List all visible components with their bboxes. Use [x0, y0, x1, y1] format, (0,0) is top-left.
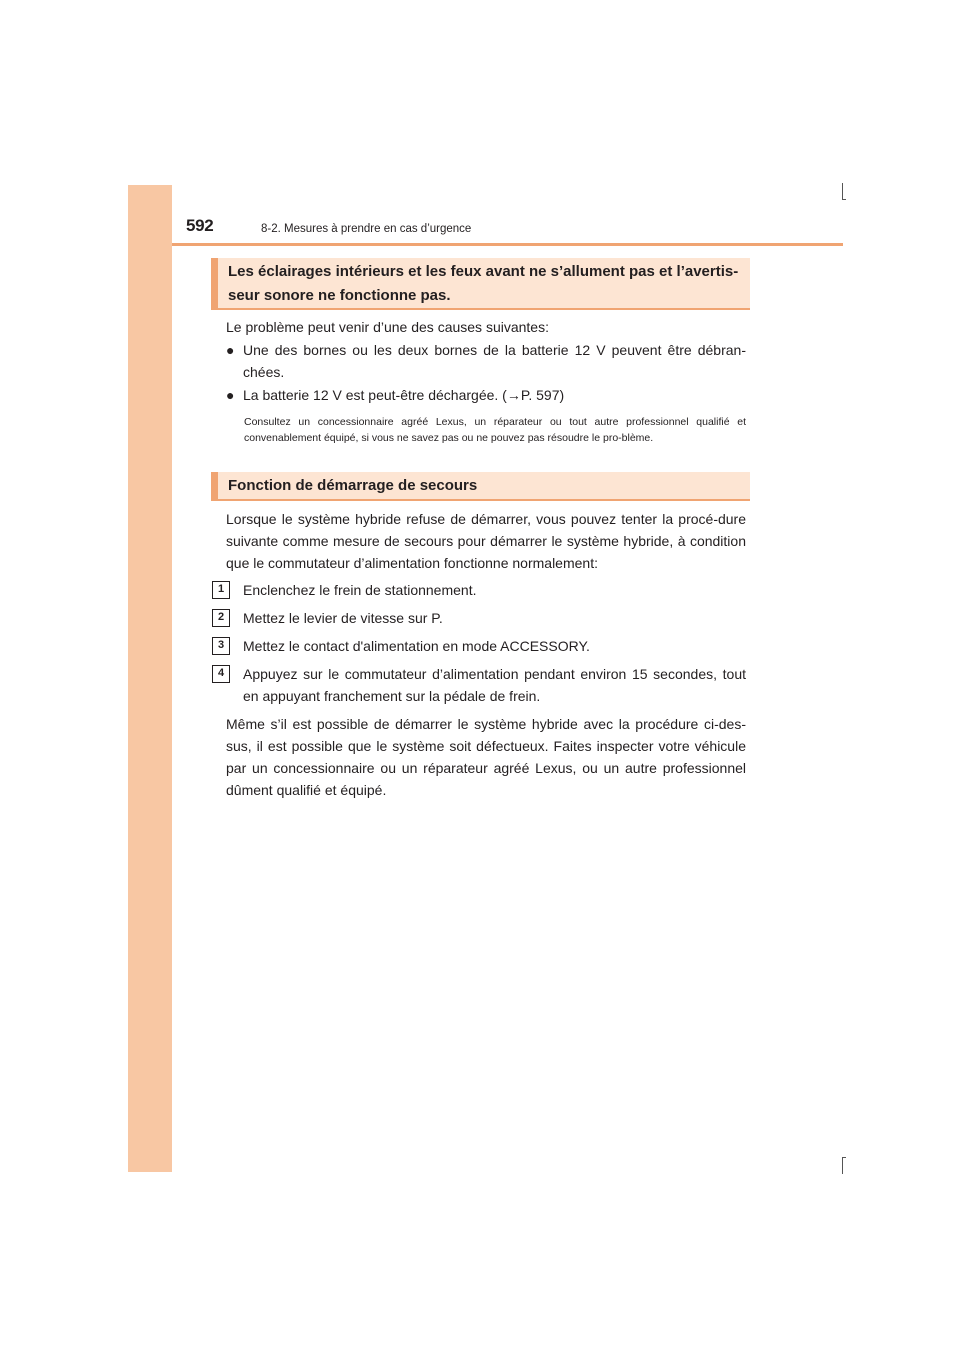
heading-line-2: seur sonore ne fonctionne pas. [228, 287, 451, 304]
step-number-badge: 3 [212, 637, 230, 655]
bullet-text: La batterie 12 V est peut-être déchargée. (→P. 597) [243, 387, 565, 403]
heading-emergency-start: Fonction de démarrage de secours [211, 472, 750, 501]
bullet-text: Une des bornes ou les deux bornes de la batterie 12 V peuvent être débran-chées. [243, 342, 746, 380]
list-item [226, 339, 746, 383]
bullet-icon: ● [226, 342, 235, 358]
heading-lights-horn [211, 258, 750, 310]
crop-mark-top [842, 183, 843, 200]
section-title: 8-2. Mesures à prendre en cas d’urgence [261, 223, 472, 235]
heading-line-1: Les éclairages intérieurs et les feux avant ne s’allument pas et l’avertis- [228, 263, 739, 280]
causes-intro: Le problème peut venir d’une des causes suivantes: [226, 319, 549, 335]
page-number: 592 [186, 216, 214, 235]
bullet-icon: ● [226, 387, 235, 403]
step-number-badge: 4 [212, 665, 230, 683]
list-item [226, 384, 746, 406]
step-text: Mettez le contact d'alimentation en mode ACCESSORY. [243, 638, 590, 654]
dealer-note: Consultez un concessionnaire agréé Lexus, un réparateur ou tout autre professionnel qualifié et convenablement équipé, si vous ne savez pas ou ne pouvez pas résoudre le pro-blème. [244, 416, 746, 444]
step-item [212, 579, 746, 601]
step-text: Enclenchez le frein de stationnement. [243, 582, 477, 598]
emergency-intro: Lorsque le système hybride refuse de démarrer, vous pouvez tenter la procé-dure suivante comme mesure de secours pour démarrer le système hybride, à condition que le commutateur d’alimentation fonctionne normalement: [226, 511, 746, 571]
inspection-advice: Même s’il est possible de démarrer le système hybride avec la procédure ci-des-sus, il est possible que le système soit défectueux. Faites inspecter votre véhicule par un concessionnaire ou un réparateur agréé Lexus, ou un autre professionnel dûment qualifié et équipé. [226, 716, 746, 798]
header-rule [172, 243, 843, 246]
crop-mark-bottom [842, 1157, 843, 1174]
step-text: Mettez le levier de vitesse sur P. [243, 610, 443, 626]
step-item [212, 607, 746, 629]
step-number-badge: 1 [212, 581, 230, 599]
step-item [212, 663, 746, 707]
chapter-side-strip [128, 185, 172, 1172]
step-text: Appuyez sur le commutateur d’alimentation pendant environ 15 secondes, tout en appuyant franchement sur la pédale de frein. [243, 666, 746, 704]
step-number-badge: 2 [212, 609, 230, 627]
step-item [212, 635, 746, 657]
